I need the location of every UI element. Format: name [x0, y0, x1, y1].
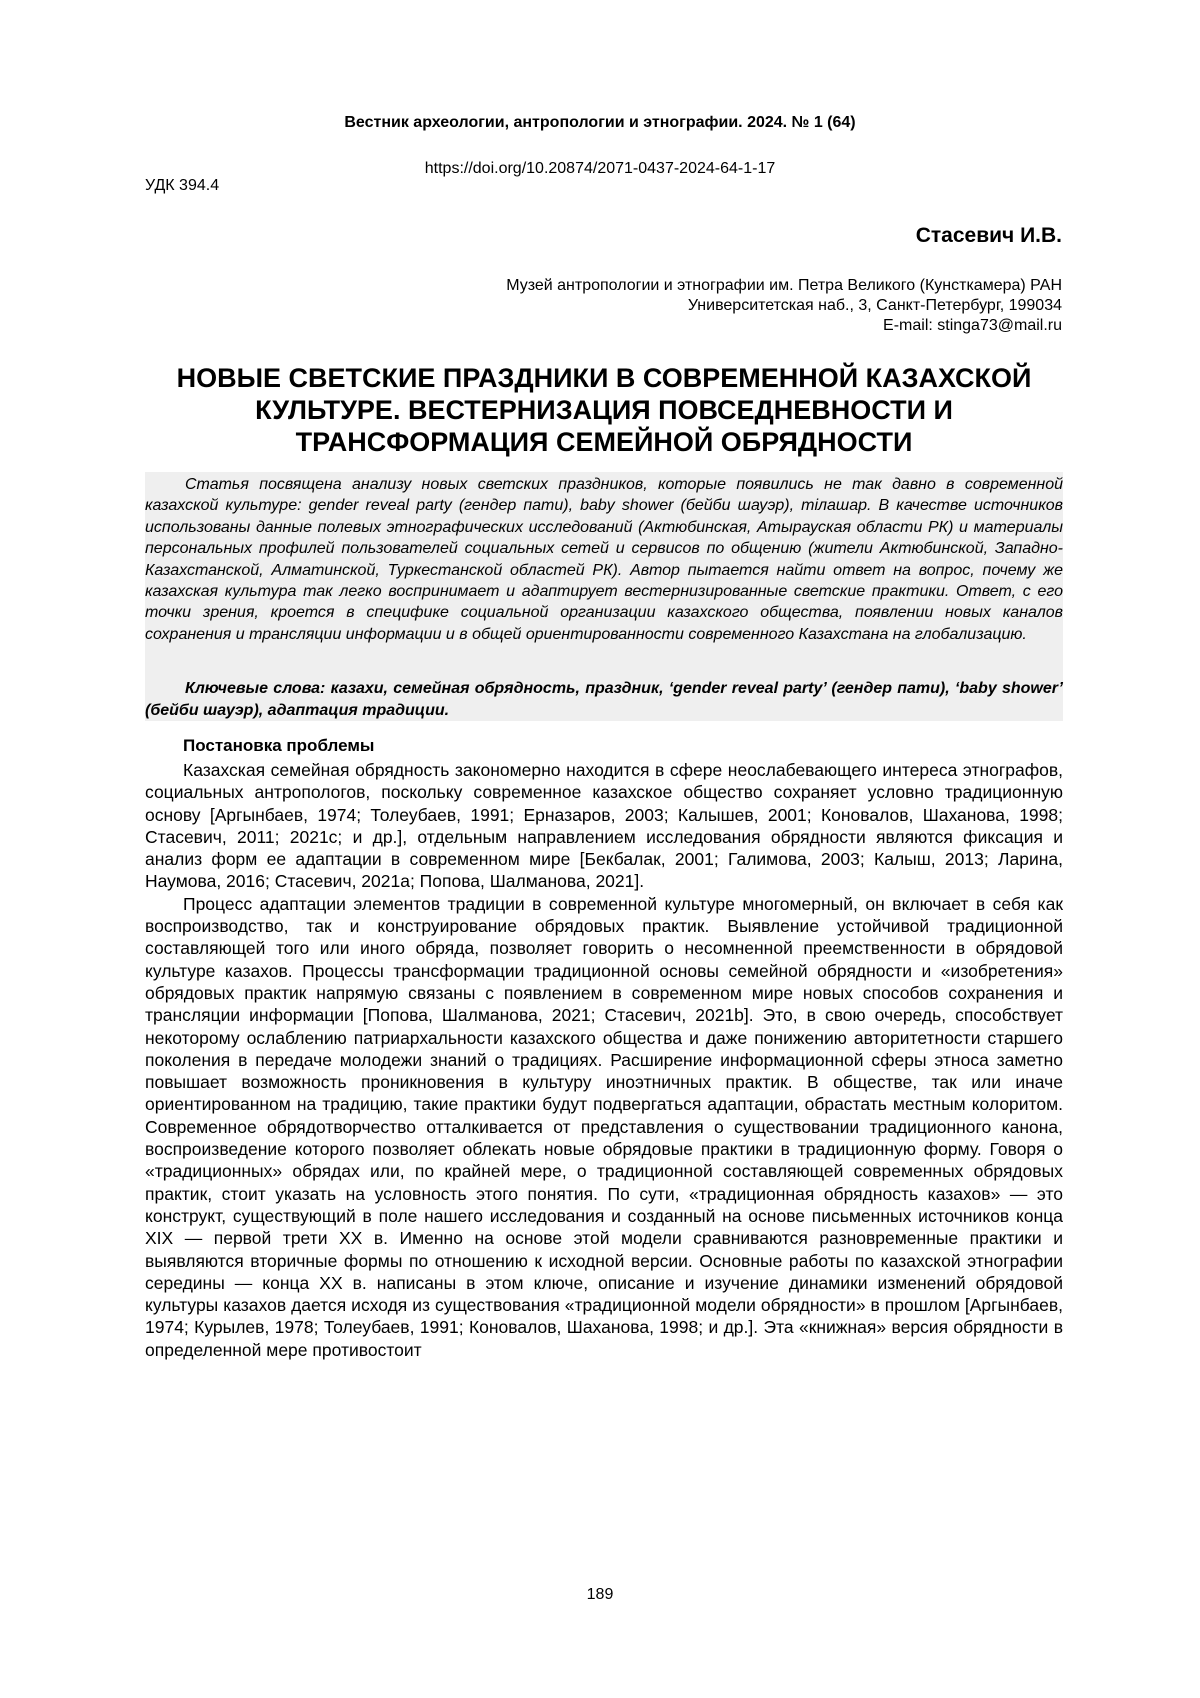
- journal-header: Вестник археологии, антропологии и этнографии. 2024. № 1 (64): [344, 114, 856, 131]
- affiliation-address: Университетская наб., 3, Санкт-Петербург, 199034: [687, 297, 1062, 314]
- author-affiliation: [506, 276, 1062, 336]
- article-title: НОВЫЕ СВЕТСКИЕ ПРАЗДНИКИ В СОВРЕМЕННОЙ КАЗАХСКОЙ КУЛЬТУРЕ. ВЕСТЕРНИЗАЦИЯ ПОВСЕДНЕВНОСТИ И ТРАНСФОРМАЦИЯ СЕМЕЙНОЙ ОБРЯДНОСТИ: [176, 363, 1032, 457]
- author-name: Стасевич И.В.: [915, 224, 1062, 247]
- udc-code: УДК 394.4: [145, 177, 220, 194]
- affiliation-email[interactable]: E-mail: stinga73@mail.ru: [883, 317, 1062, 334]
- body-paragraph: Процесс адаптации элементов традиции в современной культуре многомерный, он включает в себя как воспроизводство, так и конструирование обрядовых практик. Выявление устойчивой традиционной составляющей того или иного обряда, позволяет говорить о несомненной преемственности в обрядовой культуре казахов. Процессы трансформации традиционной основы семейной обрядности и «изобретения» обрядовых практик напрямую связаны с появлением в современном мире новых способов сохранения и трансляции информации [Попова, Шалманова, 2021; Стасевич, 2021b]. Это, в свою очередь, способствует некоторому ослаблению патриархальности казахского общества и даже понижению авторитетности старшего поколения в передаче молодежи знаний о традициях. Расширение информационной сферы этноса заметно повышает возможность проникновения в культуру иноэтничных практик. В обществе, так или иначе ориентированном на традицию, такие практики будут подвергаться адаптации, обрастать местным колоритом. Современное обрядотворчество отталкивается от представления о существовании традиционного канона, воспроизведение которого позволяет облекать новые обрядовые практики в традиционную форму. Говоря о «традиционных» обрядах или, по крайней мере, о традиционной составляющей современных обрядовых практик, стоит указать на условность этого понятия. По сути, «традиционная обрядность казахов» — это конструкт, существующий в поле нашего исследования и созданный на основе письменных источников конца XIX — первой трети XX в. Именно на основе этой модели сравниваются разновременные практики и выявляются вторичные формы по отношению к исходной версии. Основные работы по казахской этнографии середины — конца XX в. написаны в этом ключе, описание и изучение динамики изменений обрядовой культуры казахов дается исходя из существования «традиционной модели обрядности» в прошлом [Аргынбаев, 1974; Курылев, 1978; Толеубаев, 1991; Коновалов, Шаханова, 1998; и др.]. Эта «книжная» версия обрядности в определенной мере противостоит: [145, 893, 1063, 1360]
- page-number: 189: [586, 1586, 614, 1603]
- abstract-text: Статья посвящена анализу новых светских праздников, которые появились не так давно в современной казахской культуре: gender reveal party (гендер пати), baby shower (бейби шауэр), тiлашар. В качестве источников использованы данные полевых этнографических исследований (Актюбинская, Атырауская области РК) и материалы персональных профилей пользователей социальных сетей и сервисов по общению (жители Актюбинской, Западно-Казахстанской, Алматинской, Туркестанской областей РК). Автор пытается найти ответ на вопрос, почему же казахская культура так легко воспринимает и адаптирует вестернизированные светские практики. Ответ, с его точки зрения, кроется в специфике социальной организации казахского общества, появлении новых каналов сохранения и трансляции информации и в общей ориентированности современного Казахстана на глобализацию.: [145, 476, 1063, 643]
- keywords-text: Ключевые слова: казахи, семейная обрядность, праздник, ‘gender reveal party’ (гендер пати), ‘baby shower’ (бейби шауэр), адаптация традиции.: [145, 680, 1063, 719]
- section-heading: Постановка проблемы: [183, 736, 375, 755]
- body-paragraph: Казахская семейная обрядность закономерно находится в сфере неослабевающего интереса этнографов, социальных антропологов, поскольку современное казахское общество сохраняет условно традиционную основу [Аргынбаев, 1974; Толеубаев, 1991; Ерназаров, 2003; Калышев, 2001; Коновалов, Шаханова, 1998; Стасевич, 2011; 2021c; и др.], отдельным направлением исследования обрядности являются фиксация и анализ форм ее адаптации в современном мире [Бекбалак, 2001; Галимова, 2003; Калыш, 2013; Ларина, Наумова, 2016; Стасевич, 2021a; Попова, Шалманова, 2021].: [145, 760, 1063, 892]
- affiliation-institution: Музей антропологии и этнографии им. Петра Великого (Кунсткамера) РАН: [506, 277, 1062, 294]
- doi-link[interactable]: https://doi.org/10.20874/2071-0437-2024-64-1-17: [424, 160, 776, 177]
- body-text: [145, 759, 1063, 1361]
